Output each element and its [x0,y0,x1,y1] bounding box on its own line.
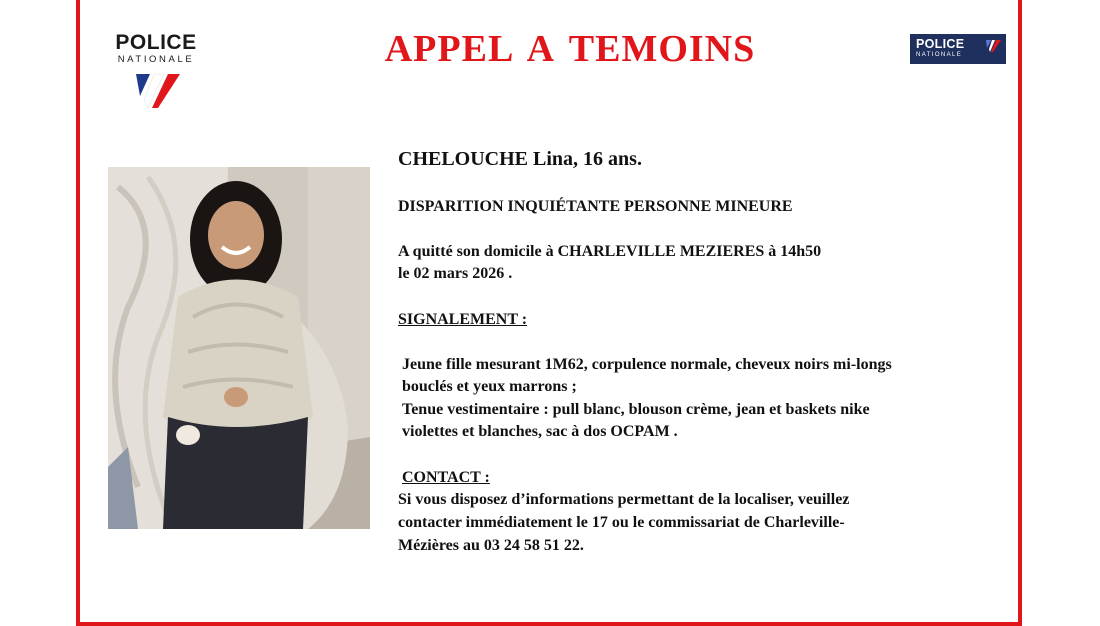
contact-line-1: Si vous disposez d’informations permettant de la localiser, veuillez [398,491,850,508]
description-heading: SIGNALEMENT : [398,311,528,328]
page-title: APPEL A TEMOINS [384,28,756,70]
logo-right-word-nationale: NATIONALE [916,52,963,58]
police-nationale-logo-right [910,34,1006,64]
description-line-1: Jeune fille mesurant 1M62, corpulence normale, cheveux noirs mi-longs [402,356,892,373]
description-line-2: bouclés et yeux marrons ; [402,378,577,395]
contact-heading: CONTACT : [402,469,490,486]
description-line-4: violettes et blanches, sac à dos OCPAM . [402,423,678,440]
logo-left-word-nationale: NATIONALE [117,54,195,65]
police-nationale-logo-left [100,32,212,116]
portrait-illustration [108,167,370,529]
tricolor-flag-icon [128,70,184,110]
departure-line-1: A quitté son domicile à CHARLEVILLE MEZIERES à 14h50 [398,243,822,260]
tricolor-flag-icon-small [984,39,1002,53]
missing-person-photo [108,167,370,529]
logo-left-word-police: POLICE [115,31,197,54]
description-line-3: Tenue vestimentaire : pull blanc, blouson crème, jean et baskets nike [402,401,870,418]
logo-right-word-police: POLICE [916,37,965,51]
notice-category: DISPARITION INQUIÉTANTE PERSONNE MINEURE [398,198,793,215]
missing-person-name: CHELOUCHE Lina, 16 ans. [398,148,642,170]
departure-line-2: le 02 mars 2026 . [398,265,513,282]
contact-line-2: contacter immédiatement le 17 ou le commissariat de Charleville- [398,514,845,531]
contact-line-3: Mézières au 03 24 58 51 22. [398,537,584,554]
